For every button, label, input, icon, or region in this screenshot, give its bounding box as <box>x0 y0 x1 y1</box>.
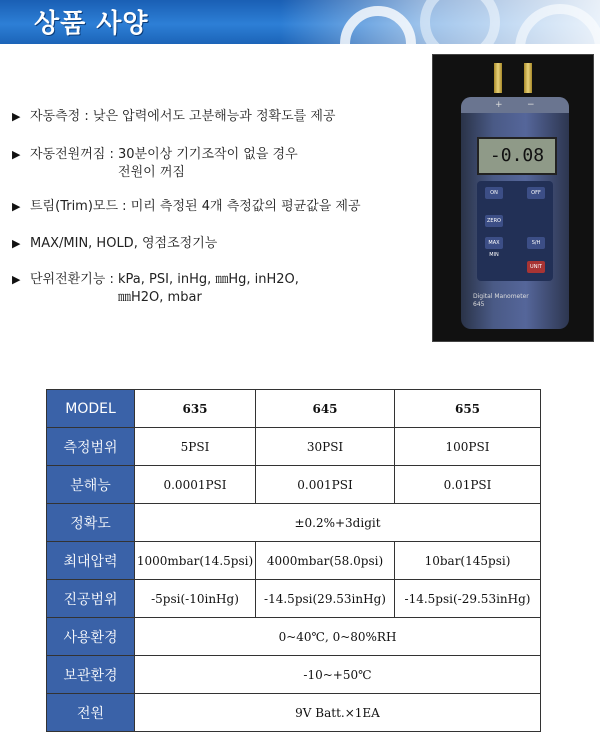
maxmin-key: MAX MIN <box>485 237 503 249</box>
manometer-device <box>461 97 569 329</box>
product-photo <box>432 54 594 342</box>
feature-item <box>12 108 335 126</box>
bullet-triangle-icon: ▶ <box>12 200 21 213</box>
feature-separator: : <box>80 109 93 124</box>
header-cell: MODEL <box>47 390 135 428</box>
row-label: 측정범위 <box>47 428 135 466</box>
row-label: 전원 <box>47 694 135 732</box>
table-cell: 30PSI <box>256 428 395 466</box>
row-label: 최대압력 <box>47 542 135 580</box>
port-minus-label: − <box>527 100 535 110</box>
bullet-triangle-icon: ▶ <box>12 273 21 286</box>
table-header-row <box>47 390 541 428</box>
table-row <box>47 618 541 656</box>
table-cell: 1000mbar(14.5psi) <box>135 542 256 580</box>
on-key: ON <box>485 187 503 199</box>
feature-desc: 전원이 꺼짐 <box>118 165 185 180</box>
table-row <box>47 466 541 504</box>
feature-separator: : <box>105 272 119 287</box>
row-label: 진공범위 <box>47 580 135 618</box>
sh-key: S/H <box>527 237 545 249</box>
table-cell-span: 9V Batt.×1EA <box>135 694 541 732</box>
model-cell: 645 <box>256 390 395 428</box>
bullet-triangle-icon: ▶ <box>12 110 21 123</box>
bullet-triangle-icon: ▶ <box>12 148 21 161</box>
table-cell-span: -10~+50℃ <box>135 656 541 694</box>
table-cell: 0.001PSI <box>256 466 395 504</box>
feature-desc: ㎜H2O, mbar <box>118 290 202 305</box>
feature-label: 단위전환기능 <box>30 272 106 287</box>
feature-desc: 낮은 압력에서도 고분해능과 정확도를 제공 <box>92 109 336 124</box>
keypad <box>477 181 553 281</box>
port-fitting <box>524 63 532 93</box>
table-cell: -14.5psi(29.53inHg) <box>256 580 395 618</box>
feature-label: 트림(Trim)모드 <box>30 199 119 214</box>
unit-key: UNIT <box>527 261 545 273</box>
banner-fade <box>280 0 600 44</box>
table-cell: 100PSI <box>395 428 541 466</box>
bullet-triangle-icon: ▶ <box>12 237 21 250</box>
page-title: 상품 사양 <box>34 9 149 39</box>
feature-item <box>12 235 217 253</box>
table-cell: 4000mbar(58.0psi) <box>256 542 395 580</box>
table-cell: -5psi(-10inHg) <box>135 580 256 618</box>
feature-separator: : <box>118 199 131 214</box>
table-row <box>47 504 541 542</box>
feature-label: 자동측정 <box>30 109 81 124</box>
lcd-display: -0.08 <box>477 137 557 175</box>
table-cell: 0.0001PSI <box>135 466 256 504</box>
row-label: 분해능 <box>47 466 135 504</box>
table-cell-span: 0~40℃, 0~80%RH <box>135 618 541 656</box>
zero-key: ZERO <box>485 215 503 227</box>
table-row <box>47 542 541 580</box>
row-label: 사용환경 <box>47 618 135 656</box>
table-cell-span: ±0.2%+3digit <box>135 504 541 542</box>
spec-table <box>46 389 541 732</box>
feature-desc: 미리 측정된 4개 측정값의 평균값을 제공 <box>130 199 361 214</box>
device-model-number: 645 <box>473 301 485 308</box>
table-cell: 10bar(145psi) <box>395 542 541 580</box>
table-row <box>47 656 541 694</box>
table-row <box>47 694 541 732</box>
row-label: 보관환경 <box>47 656 135 694</box>
table-row <box>47 428 541 466</box>
feature-label: 자동전원꺼짐 <box>30 147 106 162</box>
feature-item <box>12 198 361 216</box>
off-key: OFF <box>527 187 545 199</box>
device-model-text: Digital Manometer <box>473 293 529 300</box>
feature-desc: kPa, PSI, inHg, ㎜Hg, inH2O, <box>118 272 299 287</box>
feature-desc: 30분이상 기기조작이 없을 경우 <box>118 147 298 162</box>
table-cell: 5PSI <box>135 428 256 466</box>
port-plus-label: + <box>495 100 503 110</box>
model-cell: 655 <box>395 390 541 428</box>
table-cell: -14.5psi(-29.53inHg) <box>395 580 541 618</box>
table-cell: 0.01PSI <box>395 466 541 504</box>
row-label: 정확도 <box>47 504 135 542</box>
feature-label: MAX/MIN, HOLD, 영점조정기능 <box>30 236 218 251</box>
port-fitting <box>494 63 502 93</box>
feature-item <box>12 271 299 307</box>
feature-item <box>12 146 298 182</box>
model-cell: 635 <box>135 390 256 428</box>
feature-separator: : <box>105 147 119 162</box>
header-banner <box>0 0 600 44</box>
table-row <box>47 580 541 618</box>
